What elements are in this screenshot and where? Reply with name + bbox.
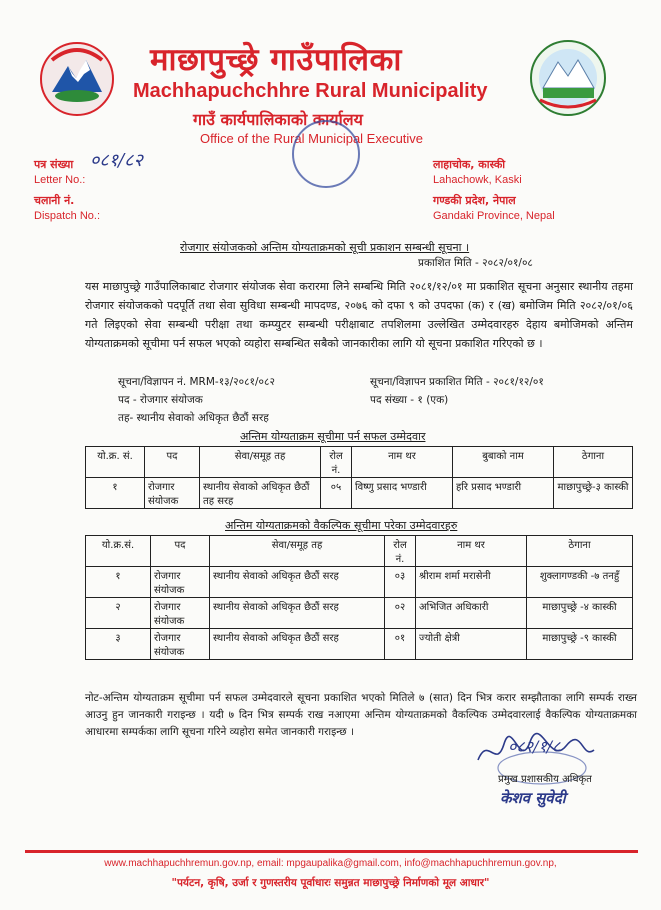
post-count: पद संख्या - १ (एक) [370, 394, 449, 406]
table1-header-cell: रोल नं. [321, 447, 352, 478]
municipality-name-english: Machhapuchchhre Rural Municipality [133, 80, 488, 102]
address-line-2: Lahachowk, Kaski [433, 174, 522, 186]
office-stamp [292, 120, 360, 188]
ad-number: सूचना/विज्ञापन नं. MRM-१३/२०८१/०८२ [118, 376, 275, 388]
office-name-english: Office of the Rural Municipal Executive [200, 131, 424, 146]
table1-header-cell: यो.क्र. सं. [86, 447, 145, 478]
successful-candidate-table [85, 446, 633, 509]
table2-cell: रोजगार संयोजक [151, 629, 210, 660]
table2-cell: स्थानीय सेवाको अधिकृत छैठौं सरह [210, 567, 385, 598]
note-paragraph: नोट-अन्तिम योग्यताक्रम सूचीमा पर्न सफल उम्मेदवारले सूचना प्रकाशित भएको मितिले ७ (सात) दिन भित्र करार सम्झौताका लागि सम्पर्क राख्न आउनु हुन जानकारी गराइन्छ । यदी ७ दिन भित्र सम्पर्क राख नआएमा अन्तिम योग्यताक्रमको वैकल्पिक उम्मेदवारलाई वैकल्पिक योग्यताक्रमका आधारमा सम्पर्कका लागि सूचना गरिने व्यहोरा समेत जानकारी गराइन्छ । [85, 692, 637, 738]
alternate-candidates-table [85, 535, 633, 660]
table1-cell: १ [86, 478, 145, 509]
signature-date: ०८२/१/८ [508, 737, 561, 756]
table1-header-cell: पद [145, 447, 200, 478]
address-line-4: Gandaki Province, Nepal [433, 210, 555, 222]
dispatch-number-label-en: Dispatch No.: [34, 210, 101, 222]
notice-title: रोजगार संयोजकको अन्तिम योग्यताक्रमको सूची प्रकाशन सम्बन्धी सूचना । [180, 241, 470, 254]
table2-cell: माछापुच्छ्रे -४ कास्की [527, 598, 633, 629]
signatory-role: प्रमुख प्रशासकीय अधिकृत [498, 774, 592, 785]
table1-cell: माछापुच्छ्रे-३ कास्की [554, 478, 633, 509]
address-line-1: लाहाचोक, कास्की [433, 158, 506, 171]
table2-cell: श्रीराम शर्मा मरासेनी [416, 567, 527, 598]
post-level: तह- स्थानीय सेवाको अधिकृत छैठौं सरह [118, 412, 269, 424]
government-emblem-logo [38, 40, 116, 118]
municipality-name-nepali: माछापुच्छ्रे गाउँपालिका [150, 42, 402, 78]
table-row [86, 478, 633, 509]
table1-header-cell: नाम थर [352, 447, 453, 478]
table2-cell: ०३ [385, 567, 416, 598]
footer-divider [25, 850, 638, 853]
table2-cell: ०२ [385, 598, 416, 629]
table1-cell: रोजगार संयोजक [145, 478, 200, 509]
dispatch-number-label-np: चलानी नं. [34, 194, 75, 207]
table2-cell: माछापुच्छ्रे -९ कास्की [527, 629, 633, 660]
table2-cell: ज्योती क्षेत्री [416, 629, 527, 660]
table2-header-cell: यो.क्र.सं. [86, 536, 151, 567]
table2-header-cell: नाम थर [416, 536, 527, 567]
table2-cell: १ [86, 567, 151, 598]
published-date: प्रकाशित मिति - २०८२/०१/०८ [418, 257, 533, 269]
office-name-nepali: गाउँ कार्यपालिकाको कार्यालय [193, 110, 363, 129]
address-line-3: गण्डकी प्रदेश, नेपाल [433, 194, 516, 207]
table2-title: अन्तिम योग्यताक्रमको वैकल्पिक सूचीमा परेका उम्मेदवारहरु [225, 519, 458, 532]
table1-header-cell: बुबाको नाम [453, 447, 554, 478]
table1-cell: ०५ [321, 478, 352, 509]
post-name: पद - रोजगार संयोजक [118, 394, 203, 406]
letter-number-label-np: पत्र संख्या [34, 158, 74, 171]
table2-cell: ३ [86, 629, 151, 660]
municipality-logo [528, 38, 606, 116]
table2-header-cell: रोल नं. [385, 536, 416, 567]
footer-slogan: "पर्यटन, कृषि, उर्जा र गुणस्तरीय पूर्वाधारः समुन्नत माछापुच्छ्रे निर्माणको मूल आधार" [171, 877, 490, 889]
table2-cell: ०१ [385, 629, 416, 660]
table2-cell: स्थानीय सेवाको अधिकृत छैठौं सरह [210, 629, 385, 660]
table2-header-cell: ठेगाना [527, 536, 633, 567]
table1-cell: विष्णु प्रसाद भण्डारी [352, 478, 453, 509]
table-row [86, 567, 633, 598]
notice-body: यस माछापुच्छ्रे गाउँपालिकाबाट रोजगार संयोजक सेवा करारमा लिने सम्बन्धि मिति २०८१/१२/०१ मा प्रकाशित सूचना अनुसार स्थानीय तहमा रोजगार संयोजकको पदपूर्ति तथा सेवा सुविधा सम्बन्धी मापदण्ड, २०७६ को दफा ९ को उपदफा (क) र (ख) बमोजिम मिति २०८२/०१/०६ गते लिइएको सेवा सम्बन्धी परीक्षा तथा कम्प्युटर सम्बन्धी परीक्षाबाट तपशिलमा उल्लेखित उम्मेदवारहरु देहाय बमोजिमको अन्तिम योग्यताक्रमको सूचीमा पर्न सफल भएको व्यहोरा सम्बन्धित सबैको जानकारीका लागि यो सूचना प्रकाशित गरिएको छ । [85, 280, 633, 350]
table1-title: अन्तिम योग्यताक्रम सूचीमा पर्न सफल उम्मेदवार [240, 430, 426, 443]
table1-cell: स्थानीय सेवाको अधिकृत छैठौं तह सरह [200, 478, 321, 509]
table2-header-cell: सेवा/समूह तह [210, 536, 385, 567]
table2-cell: शुक्लागण्डकी -७ तनहुँ [527, 567, 633, 598]
table2-cell: रोजगार संयोजक [151, 567, 210, 598]
ad-published-date: सूचना/विज्ञापन प्रकाशित मिति - २०८१/१२/०१ [370, 376, 544, 388]
footer-contact: www.machhapuchhremun.gov.np, email: mpgaupalika@gmail.com, info@machhapuchhremun.gov.np, [104, 858, 557, 869]
table2-cell: अभिजित अधिकारी [416, 598, 527, 629]
table2-header-cell: पद [151, 536, 210, 567]
letter-number-label-en: Letter No.: [34, 174, 86, 186]
table-row [86, 629, 633, 660]
table2-cell: स्थानीय सेवाको अधिकृत छैठौं सरह [210, 598, 385, 629]
table1-header-cell: ठेगाना [554, 447, 633, 478]
table-row [86, 598, 633, 629]
table2-cell: रोजगार संयोजक [151, 598, 210, 629]
letter-number-value: ०८१/८२ [90, 150, 143, 171]
table2-cell: २ [86, 598, 151, 629]
table1-header-cell: सेवा/समूह तह [200, 447, 321, 478]
signatory-name: केशव सुवेदी [500, 789, 566, 807]
table1-cell: हरि प्रसाद भण्डारी [453, 478, 554, 509]
